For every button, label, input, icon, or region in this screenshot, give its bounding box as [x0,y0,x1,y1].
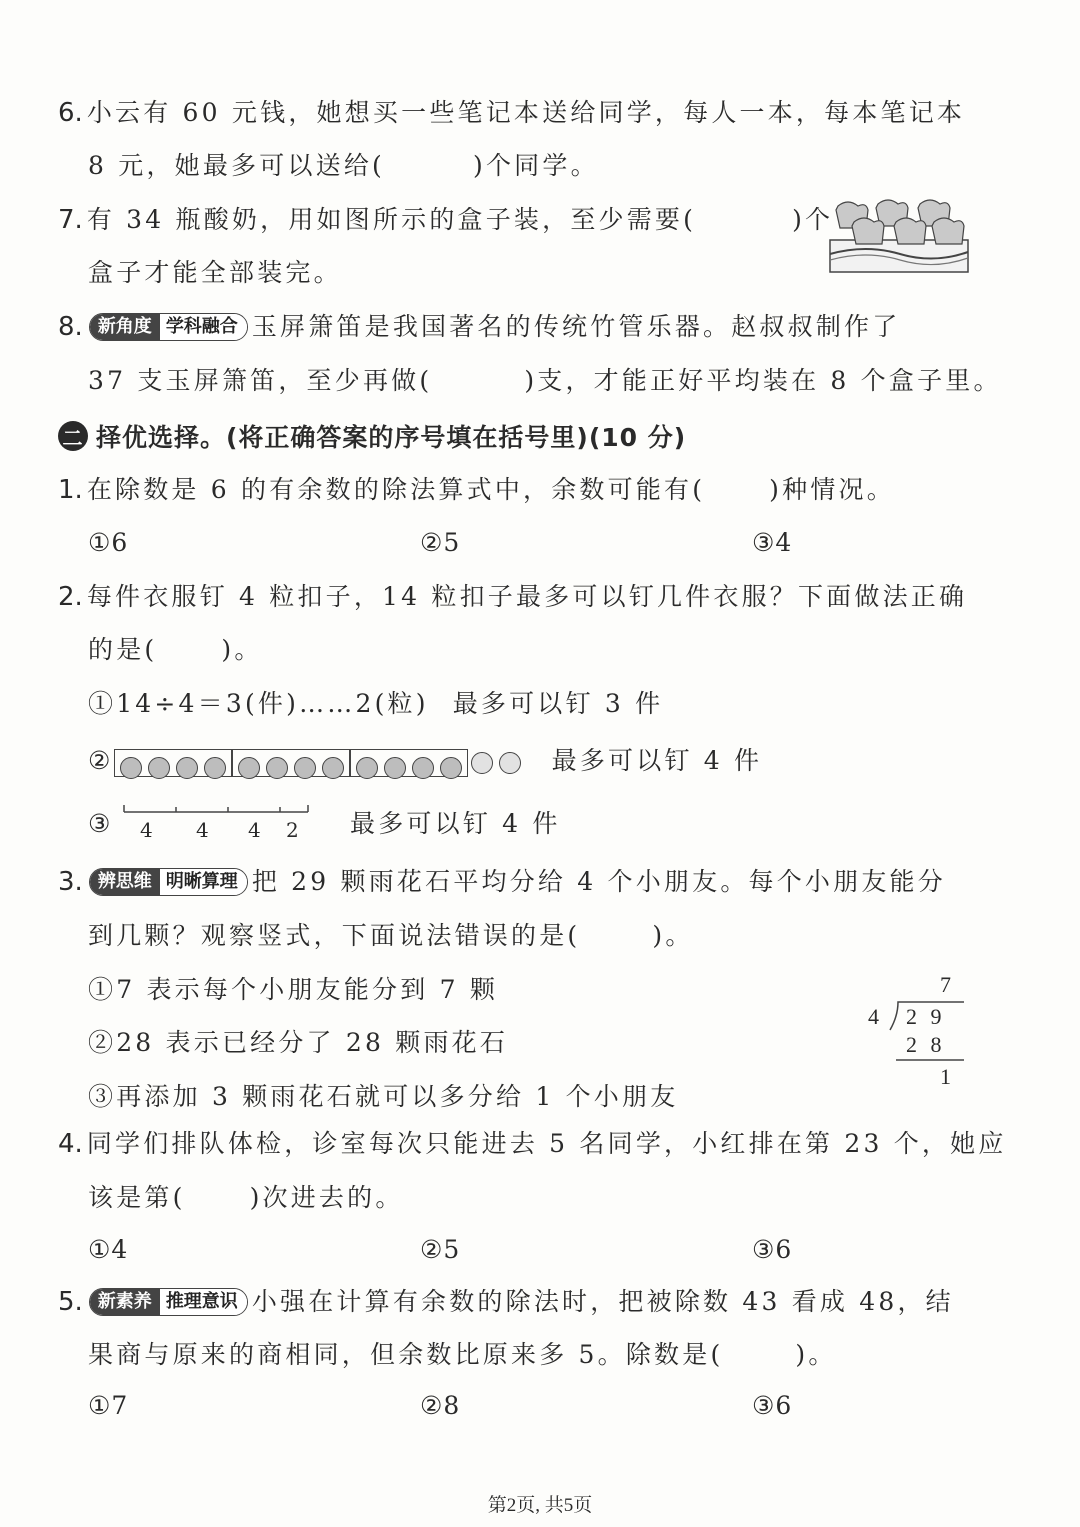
question-8-line2: 37 支玉屏箫笛，至少再做( )支，才能正好平均装在 8 个盒子里。 [88,366,1002,395]
button-icon [176,757,198,779]
tag-thinking: 辨思维 明晰算理 [89,868,248,896]
division-bracket [860,972,970,1092]
option-a[interactable]: ①6 [88,528,129,557]
choice-question-2-line2: 的是( )。 [88,635,263,664]
button-icon [322,757,344,779]
option-a[interactable]: ①7 表示每个小朋友能分到 7 颗 [88,975,499,1004]
option-c[interactable]: ③ [88,809,114,838]
yogurt-box-illustration [826,192,972,276]
divisor: 4 [868,1004,879,1029]
button-icon [204,757,226,779]
dividend: 2 9 [906,1004,946,1029]
button-icon [266,757,288,779]
choice-question-5-line2: 果商与原来的商相同，但余数比原来多 5。除数是( )。 [88,1340,837,1369]
button-icon [238,757,260,779]
segment-label: 4 [248,818,262,842]
long-division [860,972,970,1092]
choice-question-4-line2: 该是第( )次进去的。 [88,1183,404,1212]
button-icon [294,757,316,779]
section-number-badge: 二 [58,421,88,451]
button-icon [356,757,378,779]
option-a[interactable]: ①7 [88,1391,129,1420]
option-c[interactable]: ③4 [752,528,793,557]
button-group [350,749,468,777]
choice-question-4-line1: 4. 同学们排队体检，诊室每次只能进去 5 名同学，小红排在第 23 个，她应 [58,1129,1007,1159]
choice-question-5-line1: 5. 新素养 推理意识 小强在计算有余数的除法时，把被除数 43 看成 48，结 [58,1287,954,1317]
choice-question-3-line1: 3. 辨思维 明晰算理 把 29 颗雨花石平均分给 4 个小朋友。每个小朋友能分 [58,867,946,897]
question-6-line1: 6. 小云有 60 元钱，她想买一些笔记本送给同学，每人一本，每本笔记本 [58,98,966,128]
option-b[interactable]: ②5 [420,1235,461,1264]
choice-question-1: 1. 在除数是 6 的有余数的除法算式中，余数可能有( )种情况。 [58,475,895,505]
option-c[interactable]: ③6 [752,1391,793,1420]
option-b[interactable]: ②8 [420,1391,461,1420]
segment-label: 4 [140,818,154,842]
button-icon [384,757,406,779]
product: 2 8 [906,1032,946,1057]
button-icon [120,757,142,779]
button-icon [471,752,493,774]
question-7-line1: 7. 有 34 瓶酸奶，用如图所示的盒子装，至少需要( )个 [58,205,834,235]
section-title: 择优选择。(将正确答案的序号填在括号里)(10 分) [96,423,687,452]
button-icon [412,757,434,779]
button-group [232,749,350,777]
option-b[interactable]: ②28 表示已经分了 28 颗雨花石 [88,1028,509,1057]
segment-label: 2 [286,818,300,842]
option-a[interactable]: ①14÷4＝3(件)……2(粒) 最多可以钉 3 件 [88,689,664,718]
question-7-line2: 盒子才能全部装完。 [88,258,342,287]
choice-question-3-line2: 到几颗？观察竖式，下面说法错误的是( )。 [88,921,694,950]
tag-new-literacy: 新素养 推理意识 [89,1288,248,1316]
segment-label: 4 [196,818,210,842]
question-8-line1: 8. 新角度 学科融合 玉屏箫笛是我国著名的传统竹管乐器。赵叔叔制作了 [58,312,901,342]
button-icon [440,757,462,779]
option-b[interactable]: ②5 [420,528,461,557]
button-icon [499,752,521,774]
choice-question-2-line1: 2. 每件衣服钉 4 粒扣子，14 粒扣子最多可以钉几件衣服？下面做法正确 [58,582,968,612]
option-b[interactable]: ② 最多可以钉 4 件 [88,745,762,777]
button-group [114,749,232,777]
tag-new-angle: 新角度 学科融合 [89,313,248,341]
remainder: 1 [940,1064,951,1089]
button-icon [148,757,170,779]
section-2-header [58,418,686,454]
option-c[interactable]: ③再添加 3 颗雨花石就可以多分给 1 个小朋友 [88,1082,679,1111]
option-a[interactable]: ①4 [88,1235,129,1264]
option-c[interactable]: ③6 [752,1235,793,1264]
option-c-note: 最多可以钉 4 件 [350,809,561,838]
question-6-line2: 8 元，她最多可以送给( )个同学。 [88,151,599,180]
page-footer: 第2页, 共5页 [487,1495,593,1516]
quotient: 7 [940,972,951,997]
